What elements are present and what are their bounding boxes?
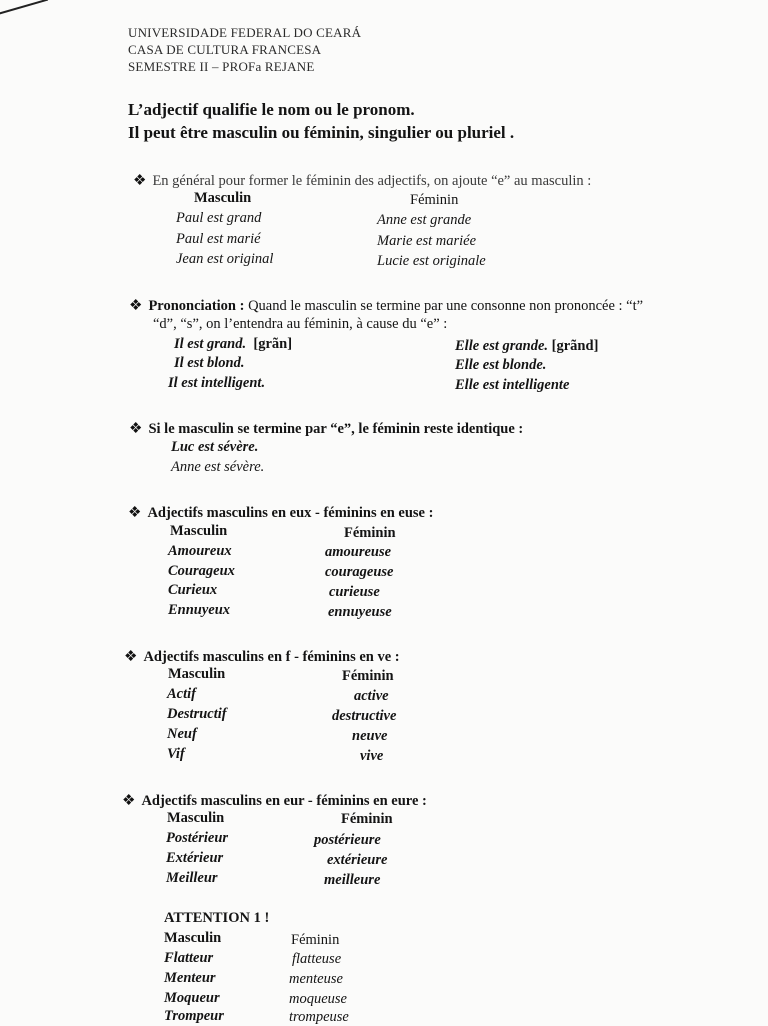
- section6-masc-1: Extérieur: [166, 850, 224, 866]
- section4-fem-0: amoureuse: [325, 544, 392, 560]
- bullet-diamond-icon: ❖: [122, 793, 136, 809]
- section3-intro: [129, 419, 523, 438]
- section5-fem-2: neuve: [352, 728, 388, 744]
- section4-intro-text: Adjectifs masculins en eux - féminins en euse :: [147, 505, 434, 521]
- section5-masc-2: Neuf: [167, 726, 197, 742]
- section3-intro-text: Si le masculin se termine par “e”, le féminin reste identique :: [148, 421, 524, 437]
- section1-intro-text: En général pour former le féminin des adjectifs, on ajoute “e” au masculin :: [152, 173, 592, 189]
- section5-fem-1: destructive: [332, 708, 397, 724]
- section6-intro-text: Adjectifs masculins en eur - féminins en eure :: [141, 793, 427, 809]
- attention-fem-3: trompeuse: [289, 1009, 349, 1025]
- section5-fem-3: vive: [360, 748, 384, 764]
- section4-masc-3: Ennuyeux: [168, 602, 231, 618]
- bullet-diamond-icon: ❖: [133, 173, 147, 189]
- section5-masc-0: Actif: [167, 686, 196, 702]
- header-line-casa: CASA DE CULTURA FRANCESA: [128, 42, 322, 57]
- institution-header: [128, 24, 361, 75]
- section1-masc-1: Paul est marié: [176, 231, 261, 247]
- section2-masc-0-text: Il est grand.: [174, 336, 247, 352]
- section6-intro: [122, 791, 427, 810]
- section1-col-masculin: Masculin: [194, 190, 252, 206]
- section6-masc-0: Postérieur: [166, 830, 229, 846]
- attention-masc-1: Menteur: [164, 970, 216, 986]
- section3-example-0: Luc est sévère.: [171, 439, 259, 455]
- section4-fem-2: curieuse: [329, 584, 380, 600]
- section2-fem-0-text: Elle est grande.: [455, 338, 549, 354]
- section6-masc-2: Meilleur: [166, 870, 218, 886]
- title-line-2: Il peut être masculin ou féminin, singulier ou pluriel .: [128, 123, 515, 142]
- section5-fem-0: active: [354, 688, 389, 704]
- scan-pen-mark: [0, 0, 48, 16]
- section6-fem-0: postérieure: [314, 832, 381, 848]
- attention-fem-1: menteuse: [289, 971, 343, 987]
- page-title: [128, 98, 514, 144]
- section4-intro: [128, 503, 433, 522]
- section4-masc-1: Courageux: [168, 563, 235, 579]
- section1-fem-2: Lucie est originale: [377, 253, 486, 269]
- section2-intro-text: Quand le masculin se termine par une consonne non prononcée : “t”: [248, 298, 644, 314]
- section1-col-feminin: Féminin: [410, 192, 459, 208]
- attention-title: ATTENTION 1 !: [164, 910, 270, 926]
- attention-masc-3: Trompeur: [164, 1008, 224, 1024]
- section2-masc-0: [174, 336, 292, 353]
- attention-fem-2: moqueuse: [289, 991, 347, 1007]
- attention-masc-0: Flatteur: [164, 950, 214, 966]
- attention-fem-0: flatteuse: [292, 951, 342, 967]
- bullet-diamond-icon: ❖: [128, 505, 142, 521]
- section1-intro: [133, 171, 591, 190]
- section4-fem-1: courageuse: [325, 564, 394, 580]
- bullet-diamond-icon: ❖: [129, 298, 143, 314]
- attention-col-masculin: Masculin: [164, 930, 222, 946]
- header-line-university: UNIVERSIDADE FEDERAL DO CEARÁ: [128, 25, 362, 40]
- section2-fem-0: [455, 338, 598, 355]
- attention-masc-2: Moqueur: [164, 990, 220, 1006]
- section2-label: Prononciation :: [148, 298, 245, 314]
- header-line-semester: SEMESTRE II – PROFa REJANE: [128, 59, 315, 74]
- section2-fem-1: Elle est blonde.: [455, 357, 547, 373]
- section6-col-masculin: Masculin: [167, 810, 225, 826]
- section1-fem-1: Marie est mariée: [377, 233, 477, 249]
- section6-col-feminin: Féminin: [341, 811, 393, 827]
- attention-col-feminin: Féminin: [291, 932, 340, 948]
- section5-col-masculin: Masculin: [168, 666, 226, 682]
- section4-masc-0: Amoureux: [168, 543, 232, 559]
- section4-masc-2: Curieux: [168, 582, 218, 598]
- section2-masc-phonetic: [grãn]: [253, 336, 293, 352]
- section5-intro-text: Adjectifs masculins en f - féminins en ve :: [143, 649, 400, 665]
- section1-masc-0: Paul est grand: [176, 210, 262, 226]
- section4-col-masculin: Masculin: [170, 523, 228, 539]
- section2-fem-phonetic: [grãnd]: [551, 338, 599, 354]
- section4-fem-3: ennuyeuse: [328, 604, 392, 620]
- section6-fem-2: meilleure: [324, 872, 381, 888]
- bullet-diamond-icon: ❖: [124, 649, 138, 665]
- section3-example-1: Anne est sévère.: [171, 459, 265, 475]
- section2-masc-1: Il est blond.: [174, 355, 245, 371]
- section6-fem-1: extérieure: [327, 852, 388, 868]
- section5-masc-3: Vif: [167, 746, 185, 762]
- section4-col-feminin: Féminin: [344, 525, 396, 541]
- section5-col-feminin: Féminin: [342, 668, 394, 684]
- section2-intro-2: “d”, “s”, on l’entendra au féminin, à cause du “e” :: [153, 316, 448, 332]
- title-line-1: L’adjectif qualifie le nom ou le pronom.: [128, 100, 415, 119]
- section5-masc-1: Destructif: [167, 706, 227, 722]
- section5-intro: [124, 647, 400, 666]
- section2-fem-2: Elle est intelligente: [455, 377, 570, 393]
- section2-masc-2: Il est intelligent.: [168, 375, 266, 391]
- section1-masc-2: Jean est original: [176, 251, 274, 267]
- section2-intro: [129, 296, 643, 315]
- section1-fem-0: Anne est grande: [377, 212, 472, 228]
- bullet-diamond-icon: ❖: [129, 421, 143, 437]
